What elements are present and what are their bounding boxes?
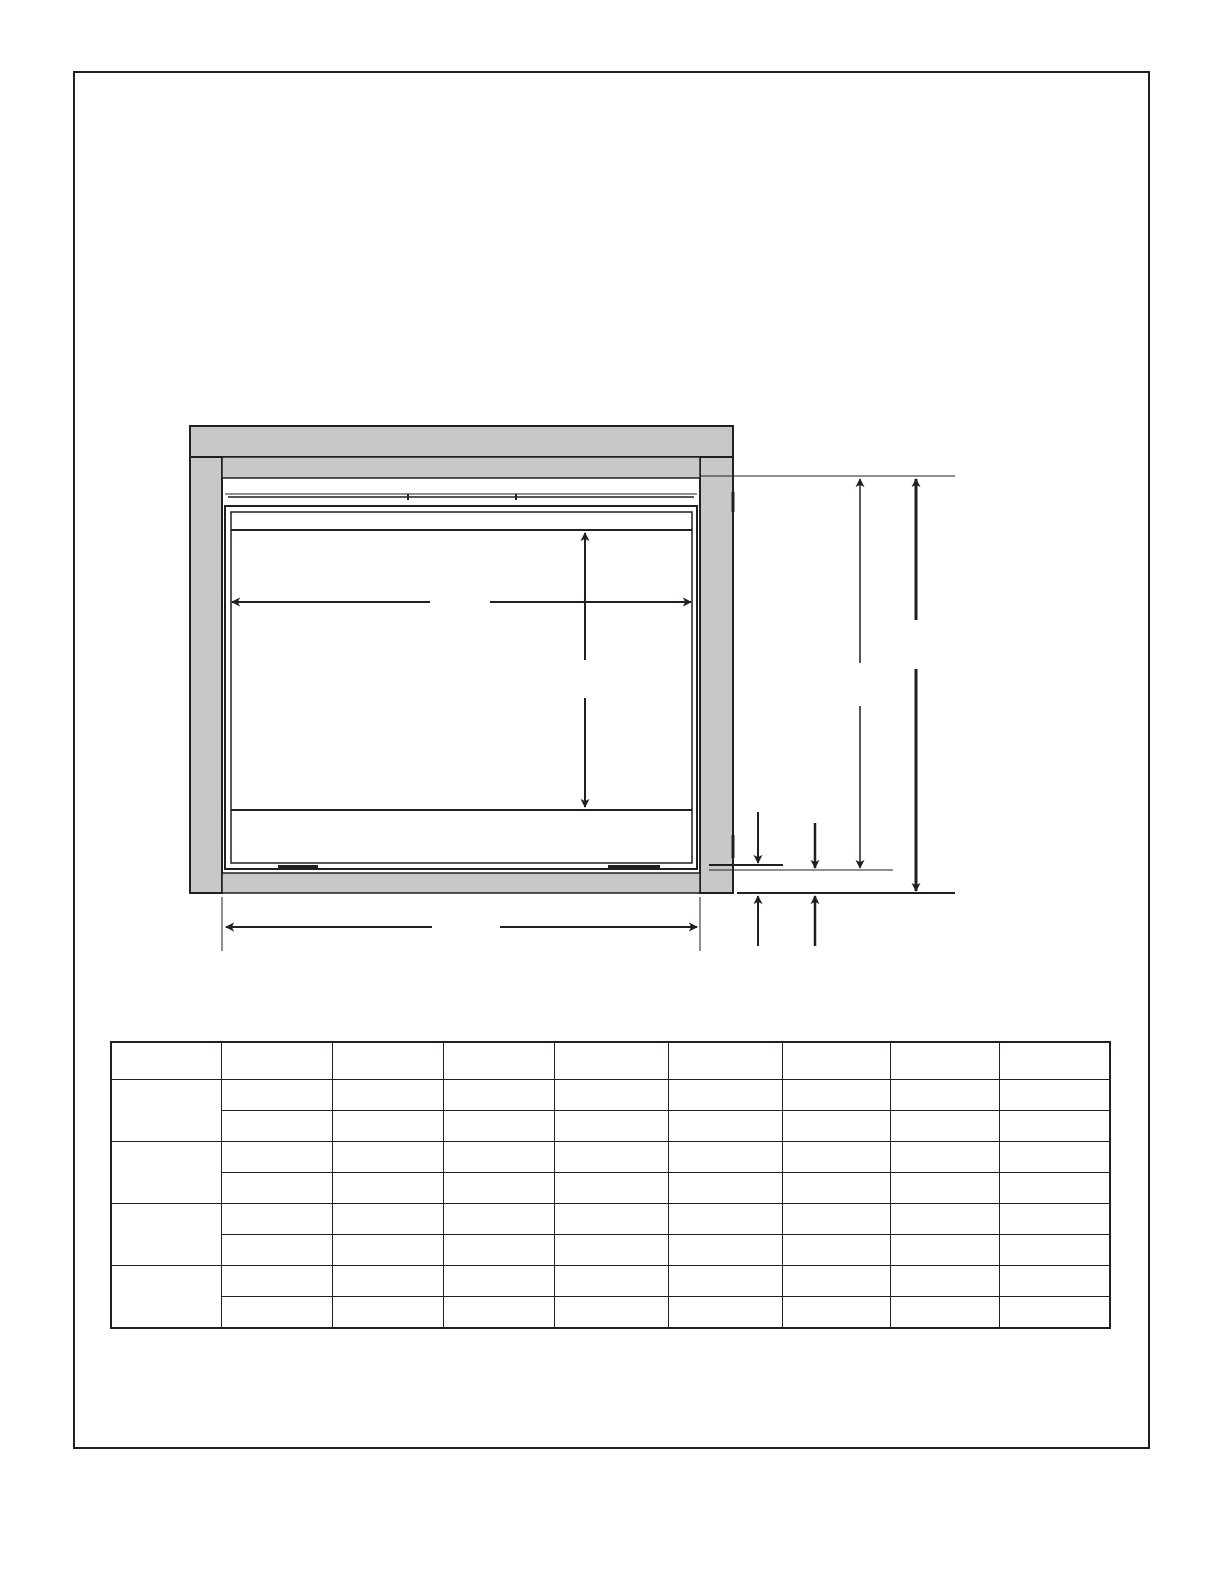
table-cell [890, 1080, 999, 1111]
table-row [111, 1204, 1110, 1235]
surround-inner-bottom [222, 873, 700, 893]
table-cell [782, 1080, 890, 1111]
table-cell [668, 1173, 782, 1204]
table-cell [668, 1235, 782, 1266]
table-cell [332, 1235, 443, 1266]
table-cell [782, 1111, 890, 1142]
table-cell [999, 1111, 1110, 1142]
table-cell [443, 1142, 554, 1173]
table-cell [221, 1142, 332, 1173]
firebox-outer-frame [225, 506, 697, 869]
table-cell [443, 1204, 554, 1235]
table-row [111, 1235, 1110, 1266]
table-cell [554, 1204, 668, 1235]
table-header-row [111, 1042, 1110, 1080]
control-slot-left [278, 865, 318, 869]
table-cell [999, 1080, 1110, 1111]
table-cell [554, 1235, 668, 1266]
table-cell [332, 1266, 443, 1297]
header-cell [782, 1042, 890, 1080]
control-slot-right [608, 865, 660, 869]
header-cell [443, 1042, 554, 1080]
table-cell [668, 1142, 782, 1173]
table-cell [668, 1111, 782, 1142]
surround-right-leg [700, 457, 733, 893]
table-cell [999, 1204, 1110, 1235]
header-cell [554, 1042, 668, 1080]
table-cell [221, 1080, 332, 1111]
header-cell [221, 1042, 332, 1080]
table-cell [782, 1266, 890, 1297]
table-cell [890, 1111, 999, 1142]
table-cell [668, 1204, 782, 1235]
table-cell [890, 1297, 999, 1329]
table-cell [668, 1080, 782, 1111]
table-cell [782, 1142, 890, 1173]
table-cell [221, 1266, 332, 1297]
table-cell [443, 1173, 554, 1204]
firebox [222, 478, 700, 869]
table-cell [221, 1297, 332, 1329]
table-cell [554, 1297, 668, 1329]
table-cell [999, 1297, 1110, 1329]
group-label-cell [111, 1204, 221, 1266]
table-cell [443, 1111, 554, 1142]
table-row [111, 1297, 1110, 1329]
header-cell [668, 1042, 782, 1080]
table-cell [999, 1235, 1110, 1266]
table-cell [782, 1204, 890, 1235]
surround-top-bar [190, 426, 733, 457]
table-cell [221, 1235, 332, 1266]
group-label-cell [111, 1080, 221, 1142]
table-cell [443, 1266, 554, 1297]
table-row [111, 1111, 1110, 1142]
table-cell [999, 1266, 1110, 1297]
table-cell [890, 1142, 999, 1173]
table-cell [999, 1173, 1110, 1204]
table-cell [443, 1080, 554, 1111]
table-cell [332, 1142, 443, 1173]
table-cell [221, 1173, 332, 1204]
table-cell [554, 1142, 668, 1173]
table-row [111, 1173, 1110, 1204]
group-label-cell [111, 1142, 221, 1204]
group-label-cell [111, 1266, 221, 1329]
table-cell [554, 1080, 668, 1111]
table-cell [221, 1111, 332, 1142]
table-cell [332, 1111, 443, 1142]
table-cell [668, 1266, 782, 1297]
table-row [111, 1266, 1110, 1297]
header-cell [332, 1042, 443, 1080]
table-cell [999, 1142, 1110, 1173]
table-cell [554, 1266, 668, 1297]
surround [190, 426, 733, 893]
header-cell [890, 1042, 999, 1080]
header-cell [999, 1042, 1110, 1080]
table-cell [554, 1173, 668, 1204]
surround-inner-top [222, 457, 700, 478]
table-cell [443, 1297, 554, 1329]
table-cell [332, 1204, 443, 1235]
table-cell [443, 1235, 554, 1266]
table-cell [890, 1235, 999, 1266]
table-cell [890, 1173, 999, 1204]
table-cell [890, 1204, 999, 1235]
table-cell [668, 1297, 782, 1329]
table-cell [332, 1080, 443, 1111]
table-cell [221, 1204, 332, 1235]
table-cell [554, 1111, 668, 1142]
header-cell [111, 1042, 221, 1080]
table-row [111, 1142, 1110, 1173]
table-cell [332, 1173, 443, 1204]
dimensions-table [110, 1041, 1111, 1329]
table-cell [782, 1173, 890, 1204]
table-cell [332, 1297, 443, 1329]
table-row [111, 1080, 1110, 1111]
surround-left-leg [190, 457, 222, 893]
table-cell [782, 1235, 890, 1266]
table-cell [782, 1297, 890, 1329]
table-cell [890, 1266, 999, 1297]
